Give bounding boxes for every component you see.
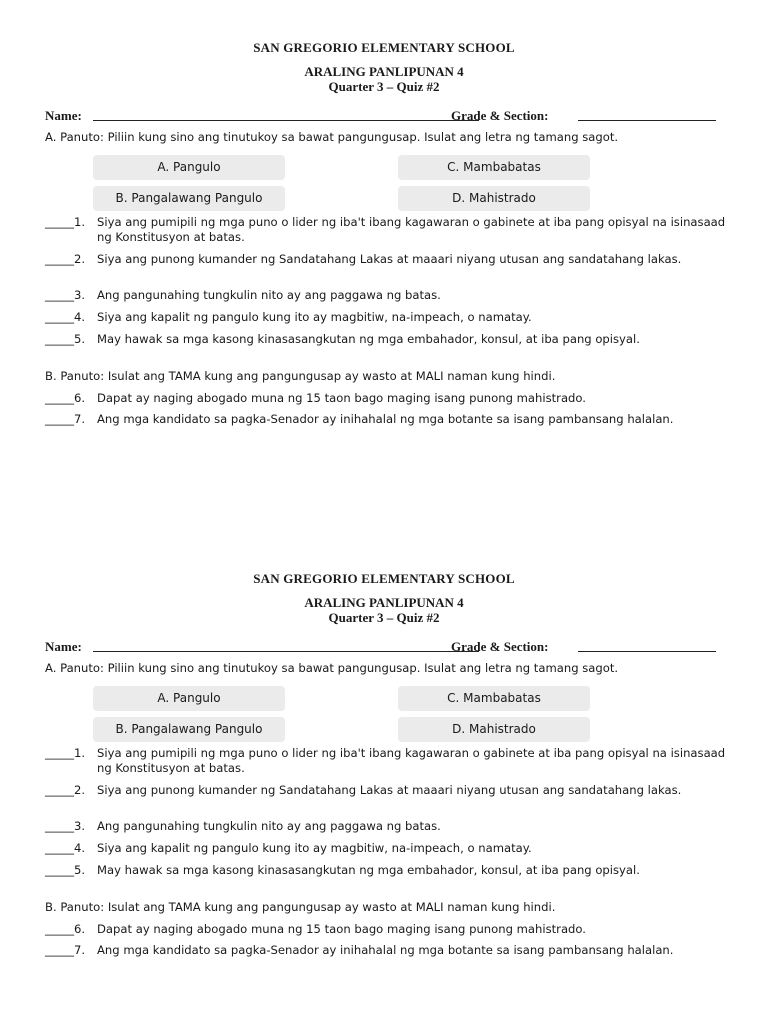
answer-blank[interactable]: _____4. bbox=[45, 841, 86, 855]
choice-box: A. Pangulo bbox=[93, 686, 285, 711]
answer-blank[interactable]: _____1. bbox=[45, 215, 86, 229]
question-text: Ang pangunahing tungkulin nito ay ang paggawa ng batas. bbox=[97, 288, 441, 302]
answer-blank[interactable]: _____7. bbox=[45, 943, 86, 957]
choice-box: A. Pangulo bbox=[93, 155, 285, 180]
question-text: Siya ang punong kumander ng Sandatahang Lakas at maaari niyang utusan ang sandatahang lakas. bbox=[97, 783, 682, 797]
answer-blank[interactable]: _____3. bbox=[45, 288, 86, 302]
name-grade-row bbox=[45, 639, 725, 655]
choice-box: B. Pangalawang Pangulo bbox=[93, 717, 285, 742]
instruction-b: B. Panuto: Isulat ang TAMA kung ang pangungusap ay wasto at MALI naman kung hindi. bbox=[45, 369, 556, 383]
choice-box: B. Pangalawang Pangulo bbox=[93, 186, 285, 211]
question-text: Siya ang punong kumander ng Sandatahang Lakas at maaari niyang utusan ang sandatahang lakas. bbox=[97, 252, 682, 266]
school-name: SAN GREGORIO ELEMENTARY SCHOOL bbox=[253, 571, 515, 586]
name-field[interactable] bbox=[93, 108, 479, 121]
name-field[interactable] bbox=[93, 639, 479, 652]
question-text: Siya ang kapalit ng pangulo kung ito ay magbitiw, na-impeach, o namatay. bbox=[97, 310, 532, 324]
choice-box: C. Mambabatas bbox=[398, 686, 590, 711]
question-text: Siya ang pumipili ng mga puno o lider ng iba't ibang kagawaran o gabinete at iba pang opisyal na isinasaad ng Konstitusyon at batas. bbox=[97, 215, 726, 244]
answer-blank[interactable]: _____2. bbox=[45, 252, 86, 266]
answer-blank[interactable]: _____5. bbox=[45, 332, 86, 346]
question-text: May hawak sa mga kasong kinasasangkutan ng mga embahador, konsul, at iba pang opisyal. bbox=[97, 332, 640, 346]
instruction-b: B. Panuto: Isulat ang TAMA kung ang pangungusap ay wasto at MALI naman kung hindi. bbox=[45, 900, 556, 914]
instruction-a: A. Panuto: Piliin kung sino ang tinutukoy sa bawat pangungusap. Isulat ang letra ng tamang sagot. bbox=[45, 661, 619, 675]
quiz-sheet bbox=[0, 531, 768, 1001]
subject-title: ARALING PANLIPUNAN 4 bbox=[304, 595, 464, 610]
quiz-sheet bbox=[0, 0, 768, 470]
answer-blank[interactable]: _____3. bbox=[45, 819, 86, 833]
choice-box: C. Mambabatas bbox=[398, 155, 590, 180]
name-grade-row bbox=[45, 108, 725, 124]
name-label: Name: bbox=[45, 108, 82, 123]
school-name: SAN GREGORIO ELEMENTARY SCHOOL bbox=[253, 40, 515, 55]
answer-blank[interactable]: _____2. bbox=[45, 783, 86, 797]
answer-blank[interactable]: _____4. bbox=[45, 310, 86, 324]
grade-section-label: Grade & Section: bbox=[451, 108, 549, 123]
grade-section-field[interactable] bbox=[578, 108, 716, 121]
question-text: May hawak sa mga kasong kinasasangkutan ng mga embahador, konsul, at iba pang opisyal. bbox=[97, 863, 640, 877]
quiz-title: Quarter 3 – Quiz #2 bbox=[328, 79, 440, 94]
question-text: Dapat ay naging abogado muna ng 15 taon bago maging isang punong mahistrado. bbox=[97, 922, 586, 936]
subject-title: ARALING PANLIPUNAN 4 bbox=[304, 64, 464, 79]
answer-blank[interactable]: _____6. bbox=[45, 391, 86, 405]
question-text: Ang mga kandidato sa pagka-Senador ay inihahalal ng mga botante sa isang pambansang halalan. bbox=[97, 412, 674, 426]
answer-blank[interactable]: _____7. bbox=[45, 412, 86, 426]
instruction-a: A. Panuto: Piliin kung sino ang tinutukoy sa bawat pangungusap. Isulat ang letra ng tamang sagot. bbox=[45, 130, 619, 144]
quiz-title: Quarter 3 – Quiz #2 bbox=[328, 610, 440, 625]
choice-box: D. Mahistrado bbox=[398, 717, 590, 742]
question-text: Ang pangunahing tungkulin nito ay ang paggawa ng batas. bbox=[97, 819, 441, 833]
question-text: Siya ang kapalit ng pangulo kung ito ay magbitiw, na-impeach, o namatay. bbox=[97, 841, 532, 855]
grade-section-field[interactable] bbox=[578, 639, 716, 652]
grade-section-label: Grade & Section: bbox=[451, 639, 549, 654]
answer-blank[interactable]: _____1. bbox=[45, 746, 86, 760]
choice-box: D. Mahistrado bbox=[398, 186, 590, 211]
question-text: Dapat ay naging abogado muna ng 15 taon bago maging isang punong mahistrado. bbox=[97, 391, 586, 405]
name-label: Name: bbox=[45, 639, 82, 654]
answer-blank[interactable]: _____5. bbox=[45, 863, 86, 877]
question-text: Ang mga kandidato sa pagka-Senador ay inihahalal ng mga botante sa isang pambansang halalan. bbox=[97, 943, 674, 957]
answer-blank[interactable]: _____6. bbox=[45, 922, 86, 936]
question-text: Siya ang pumipili ng mga puno o lider ng iba't ibang kagawaran o gabinete at iba pang opisyal na isinasaad ng Konstitusyon at batas. bbox=[97, 746, 726, 775]
